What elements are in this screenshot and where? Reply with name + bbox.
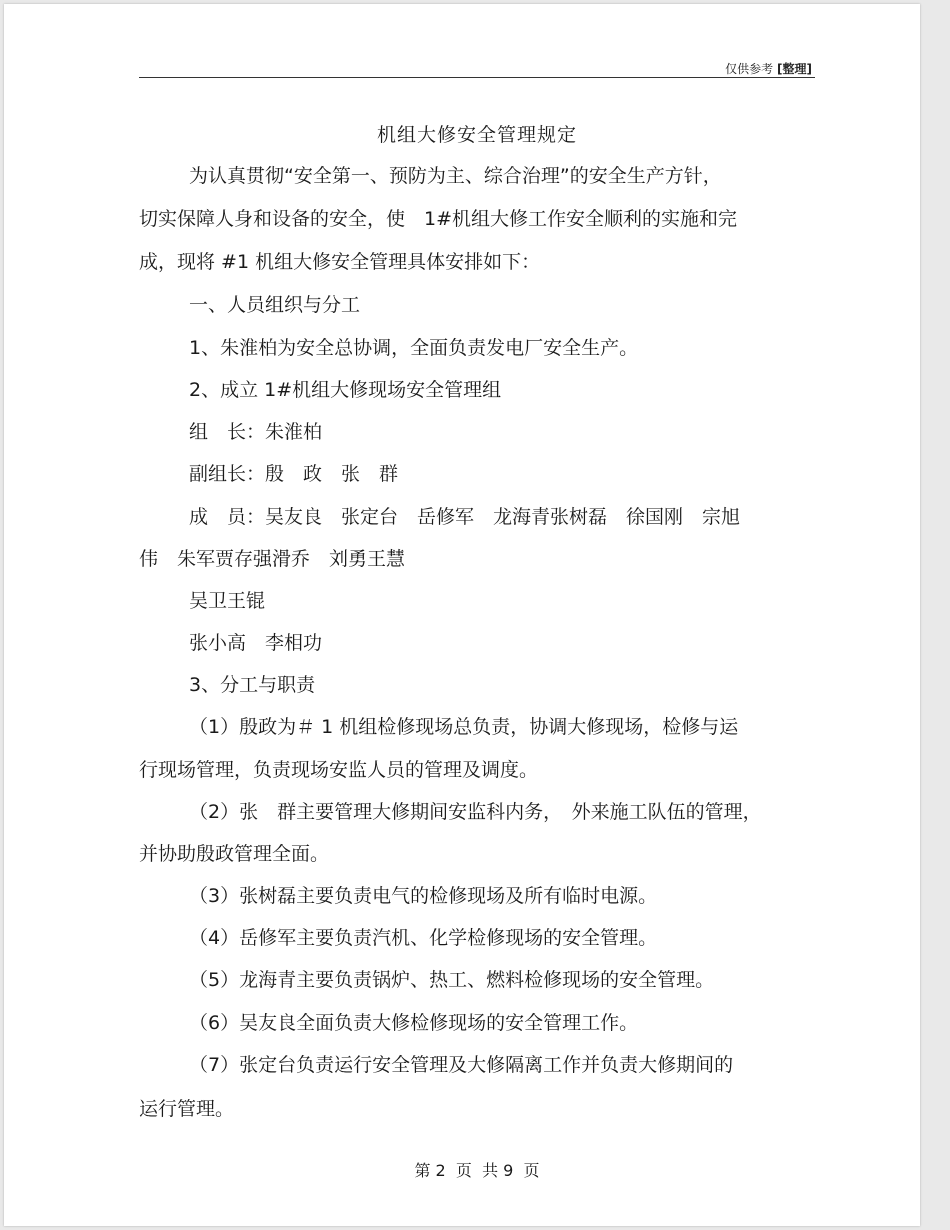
- header-note: [704, 60, 812, 77]
- body-line-1: 为认真贯彻“安全第一、预防为主、综合治理”的安全生产方针，: [189, 165, 722, 187]
- document-page: [4, 4, 920, 1226]
- duty-5-line: （5）龙海青主要负责锅炉、热工、燃料检修现场的安全管理。: [189, 969, 715, 991]
- duty-6-line: （6）吴友良全面负责大修检修现场的安全管理工作。: [189, 1012, 639, 1034]
- subsection-heading: 3、分工与职责: [189, 674, 316, 696]
- members-line-3: 吴卫王锟: [189, 590, 266, 612]
- duty-2-line-1: （2）张 群主要管理大修期间安监科内务， 外来施工队伍的管理，: [189, 801, 762, 823]
- duty-7-line-2: 运行管理。: [139, 1098, 235, 1120]
- members-line-2: 伟 朱军贾存强滑乔 刘勇王慧: [139, 548, 406, 570]
- body-line-2: 切实保障人身和设备的安全，使 1#机组大修工作安全顺利的实施和完: [139, 208, 738, 230]
- deputy-leader-line: 副组长：殷 政 张 群: [189, 463, 399, 485]
- body-line-3: 成，现将 #1 机组大修安全管理具体安排如下：: [139, 251, 541, 273]
- section-heading: 一、人员组织与分工: [189, 294, 361, 316]
- group-leader-line: 组 长：朱淮柏: [189, 421, 323, 443]
- header-note-bracket: [整理]: [777, 62, 812, 76]
- duty-2-line-2: 并协助殷政管理全面。: [139, 843, 330, 865]
- header-rule: [139, 77, 815, 78]
- header-note-prefix: 仅供参考: [725, 62, 774, 76]
- body-line-6: 2、成立 1#机组大修现场安全管理组: [189, 379, 502, 401]
- duty-7-line-1: （7）张定台负责运行安全管理及大修隔离工作并负责大修期间的: [189, 1054, 734, 1076]
- body-line-5: 1、朱淮柏为安全总协调，全面负责发电厂安全生产。: [189, 337, 639, 359]
- duty-4-line: （4）岳修军主要负责汽机、化学检修现场的安全管理。: [189, 927, 658, 949]
- duty-1-line-2: 行现场管理，负责现场安监人员的管理及调度。: [139, 759, 539, 781]
- members-line-1: 成 员：吴友良 张定台 岳修军 龙海青张树磊 徐国刚 宗旭: [189, 506, 741, 528]
- members-line-4: 张小高 李相功: [189, 632, 323, 654]
- duty-3-line: （3）张树磊主要负责电气的检修现场及所有临时电源。: [189, 885, 658, 907]
- page-number-footer: 第 2 页 共 9 页: [414, 1161, 540, 1180]
- document-title: 机组大修安全管理规定: [376, 124, 577, 146]
- duty-1-line-1: （1）殷政为＃ 1 机组检修现场总负责，协调大修现场，检修与运: [189, 716, 739, 738]
